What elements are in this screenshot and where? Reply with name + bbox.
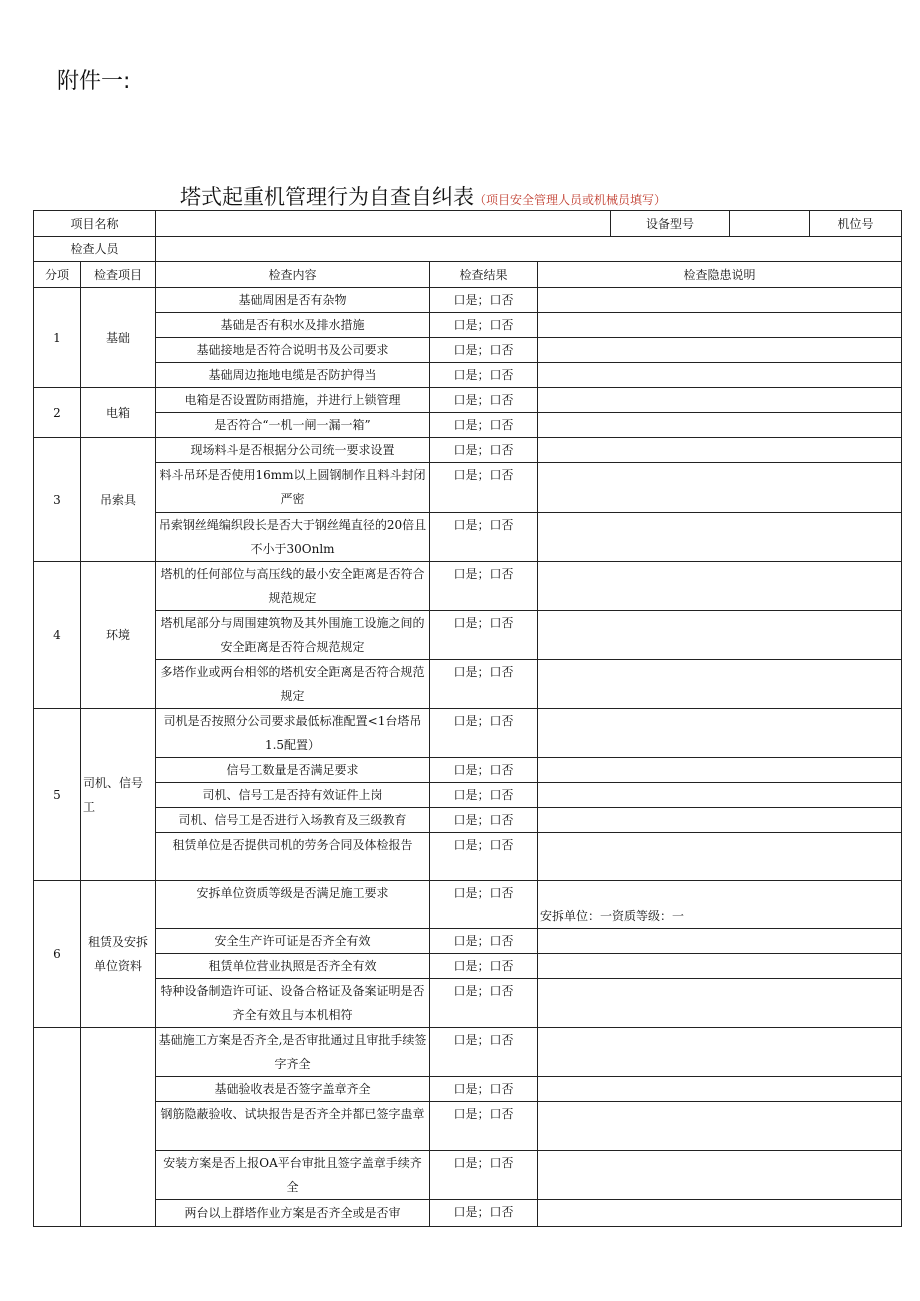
col-result: 检查结果 xyxy=(430,262,538,288)
equipment-model-label: 设备型号 xyxy=(611,211,730,237)
col-notes: 检查隐患说明 xyxy=(538,262,902,288)
check-content: 特种设备制造许可证、设备合格证及备案证明是否齐全有效且与本机相符 xyxy=(156,979,430,1028)
check-result-options[interactable]: 口是；口否 xyxy=(430,758,538,783)
col-content: 检查内容 xyxy=(156,262,430,288)
check-content: 吊索钢丝绳编织段长是否大于钢丝绳直径的20倍且不小于30Onlm xyxy=(156,513,430,562)
col-item: 检查项目 xyxy=(81,262,156,288)
hazard-notes-cell[interactable] xyxy=(538,1028,902,1077)
table-row xyxy=(34,979,902,1028)
check-result-options[interactable]: 口是；口否 xyxy=(430,1028,538,1077)
check-result-options[interactable]: 口是；口否 xyxy=(430,979,538,1028)
table-row xyxy=(34,954,902,979)
table-row xyxy=(34,338,902,363)
table-row xyxy=(34,438,902,463)
hazard-notes-cell[interactable] xyxy=(538,438,902,463)
check-result-options[interactable]: 口是；口否 xyxy=(430,783,538,808)
hazard-notes-cell[interactable] xyxy=(538,833,902,881)
check-result-options[interactable]: 口是；口否 xyxy=(430,313,538,338)
hazard-notes-cell[interactable] xyxy=(538,288,902,313)
check-result-options[interactable]: 口是；口否 xyxy=(430,463,538,513)
table-row xyxy=(34,1151,902,1200)
table-row xyxy=(34,463,902,513)
table-row xyxy=(34,1028,902,1077)
section-number: 3 xyxy=(34,438,81,562)
check-content: 钢筋隐蔽验收、试块报告是否齐全并都已签字蛊章 xyxy=(156,1102,430,1151)
check-content: 料斗吊环是否使用16mm以上圆钢制作且料斗封闭严密 xyxy=(156,463,430,513)
hazard-notes-cell[interactable] xyxy=(538,562,902,611)
check-content: 安全生产许可证是否齐全有效 xyxy=(156,929,430,954)
section-number xyxy=(34,1028,81,1227)
hazard-notes-cell[interactable] xyxy=(538,783,902,808)
table-row xyxy=(34,929,902,954)
check-content: 安装方案是否上报OA平台审批且签字盖章手续齐全 xyxy=(156,1151,430,1200)
table-row xyxy=(34,363,902,388)
check-result-options[interactable]: 口是；口否 xyxy=(430,363,538,388)
project-row xyxy=(34,211,902,237)
check-content: 塔机尾部分与周围建筑物及其外围施工设施之间的安全距离是否符合规范规定 xyxy=(156,611,430,660)
check-content: 塔机的任何部位与高压线的最小安全距离是否符合规范规定 xyxy=(156,562,430,611)
check-result-options[interactable]: 口是；口否 xyxy=(430,881,538,929)
hazard-notes-cell[interactable] xyxy=(538,513,902,562)
check-content: 司机是否按照分公司要求最低标准配置<1台塔吊1.5配置） xyxy=(156,709,430,758)
table-row xyxy=(34,413,902,438)
hazard-notes-cell[interactable] xyxy=(538,1077,902,1102)
check-result-options[interactable]: 口是；口否 xyxy=(430,562,538,611)
title-text: 塔式起重机管理行为自查自纠表 xyxy=(180,185,474,209)
inspection-table xyxy=(33,210,902,1227)
table-row xyxy=(34,783,902,808)
table-row xyxy=(34,881,902,929)
section-number: 6 xyxy=(34,881,81,1028)
check-result-options[interactable]: 口是；口否 xyxy=(430,388,538,413)
check-result-options[interactable]: 口是；口否 xyxy=(430,833,538,881)
check-content: 司机、信号工是否进行入场教育及三级教育 xyxy=(156,808,430,833)
check-content: 信号工数量是否满足要求 xyxy=(156,758,430,783)
table-row xyxy=(34,313,902,338)
check-content: 是否符合“一机一闸一漏一箱” xyxy=(156,413,430,438)
check-result-options[interactable]: 口是；口否 xyxy=(430,929,538,954)
check-content: 两台以上群塔作业方案是否齐全或是否审 xyxy=(156,1200,430,1227)
project-name-value[interactable] xyxy=(156,211,611,237)
table-row xyxy=(34,808,902,833)
hazard-notes-cell[interactable] xyxy=(538,313,902,338)
check-content: 多塔作业或两台相邻的塔机安全距离是否符合规范规定 xyxy=(156,660,430,709)
section-name: 基础 xyxy=(81,288,156,388)
check-content: 租赁单位是否提供司机的劳务合同及体检报告 xyxy=(156,833,430,881)
hazard-notes-cell[interactable] xyxy=(538,709,902,758)
check-result-options[interactable]: 口是；口否 xyxy=(430,288,538,313)
col-section: 分项 xyxy=(34,262,81,288)
check-content: 基础接地是否符合说明书及公司要求 xyxy=(156,338,430,363)
check-result-options[interactable]: 口是；口否 xyxy=(430,1151,538,1200)
check-content: 安拆单位资质等级是否满足施工要求 xyxy=(156,881,430,929)
hazard-notes-cell[interactable] xyxy=(538,338,902,363)
table-row xyxy=(34,833,902,881)
table-row xyxy=(34,388,902,413)
table-row xyxy=(34,562,902,611)
hazard-notes-cell[interactable] xyxy=(538,979,902,1028)
section-name: 环境 xyxy=(81,562,156,709)
section-name: 电箱 xyxy=(81,388,156,438)
hazard-notes-cell[interactable] xyxy=(538,660,902,709)
check-result-options[interactable]: 口是；口否 xyxy=(430,611,538,660)
check-result-options[interactable]: 口是；口否 xyxy=(430,513,538,562)
table-row xyxy=(34,758,902,783)
check-content: 租赁单位营业执照是否齐全有效 xyxy=(156,954,430,979)
check-result-options[interactable]: 口是；口否 xyxy=(430,1077,538,1102)
check-result-options[interactable]: 口是；口否 xyxy=(430,438,538,463)
check-content: 基础验收表是否签字盖章齐全 xyxy=(156,1077,430,1102)
check-content: 电箱是否设置防雨措施，并进行上锁管理 xyxy=(156,388,430,413)
check-result-options[interactable]: 口是；口否 xyxy=(430,660,538,709)
table-row xyxy=(34,513,902,562)
check-content: 基础周边拖地电缆是否防护得当 xyxy=(156,363,430,388)
section-name: 司机、信号工 xyxy=(81,709,156,881)
check-result-options[interactable]: 口是；口否 xyxy=(430,338,538,363)
hazard-notes-cell[interactable] xyxy=(538,808,902,833)
section-number: 1 xyxy=(34,288,81,388)
attachment-label: 附件一: xyxy=(57,69,131,94)
table-row xyxy=(34,288,902,313)
check-content: 基础施工方案是否齐全,是否审批通过且审批手续签字齐全 xyxy=(156,1028,430,1077)
hazard-notes-cell[interactable] xyxy=(538,1151,902,1200)
section-name xyxy=(81,1028,156,1227)
section-number: 5 xyxy=(34,709,81,881)
column-header-row xyxy=(34,262,902,288)
check-result-options[interactable]: 口是；口否 xyxy=(430,954,538,979)
hazard-notes-cell[interactable] xyxy=(538,954,902,979)
hazard-notes-cell[interactable] xyxy=(538,1200,902,1227)
table-row xyxy=(34,1077,902,1102)
check-result-options[interactable]: 口是；口否 xyxy=(430,709,538,758)
equipment-model-value[interactable] xyxy=(730,211,810,237)
check-content: 基础是否有积水及排水措施 xyxy=(156,313,430,338)
check-content: 现场料斗是否根据分公司统一要求设置 xyxy=(156,438,430,463)
check-result-options[interactable]: 口是；口否 xyxy=(430,413,538,438)
check-result-options[interactable]: 口是；口否 xyxy=(430,1200,538,1227)
hazard-notes-cell[interactable] xyxy=(538,413,902,438)
hazard-notes-cell[interactable]: 安拆单位：一资质等级：一 xyxy=(538,881,902,929)
check-result-options[interactable]: 口是；口否 xyxy=(430,1102,538,1151)
hazard-notes-cell[interactable] xyxy=(538,363,902,388)
hazard-notes-cell[interactable] xyxy=(538,463,902,513)
hazard-notes-cell[interactable] xyxy=(538,929,902,954)
table-row xyxy=(34,709,902,758)
hazard-notes-cell[interactable] xyxy=(538,388,902,413)
position-no-label: 机位号 xyxy=(810,211,902,237)
table-row xyxy=(34,611,902,660)
check-content: 基础周困是否有杂物 xyxy=(156,288,430,313)
hazard-notes-cell[interactable] xyxy=(538,1102,902,1151)
section-name: 吊索具 xyxy=(81,438,156,562)
section-number: 4 xyxy=(34,562,81,709)
section-name: 租赁及安拆单位资料 xyxy=(81,881,156,1028)
inspector-label: 检查人员 xyxy=(34,237,156,262)
check-result-options[interactable]: 口是；口否 xyxy=(430,808,538,833)
inspector-row xyxy=(34,237,902,262)
title-note: （项目安全管理人员或机械员填写） xyxy=(474,193,667,207)
page-title xyxy=(180,181,666,211)
table-row xyxy=(34,1200,902,1227)
project-name-label: 项目名称 xyxy=(34,211,156,237)
inspector-value[interactable] xyxy=(156,237,902,262)
hazard-notes-cell[interactable] xyxy=(538,611,902,660)
section-number: 2 xyxy=(34,388,81,438)
check-content: 司机、信号工是否持有效证件上岗 xyxy=(156,783,430,808)
hazard-notes-cell[interactable] xyxy=(538,758,902,783)
table-row xyxy=(34,1102,902,1151)
table-row xyxy=(34,660,902,709)
